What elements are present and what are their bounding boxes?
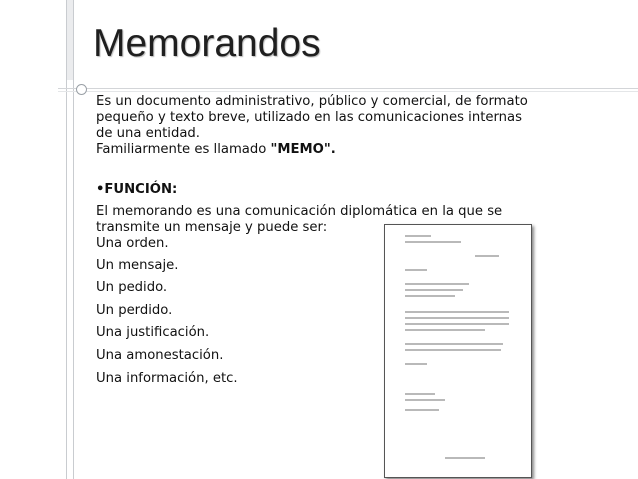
list-item: Una orden. — [96, 236, 169, 251]
list-item: Un pedido. — [96, 280, 168, 295]
description-line: transmite un mensaje y puede ser: — [96, 220, 328, 235]
list-item: Una información, etc. — [96, 371, 238, 386]
description-line: El memorando es una comunicación diplomática en la que se — [96, 204, 503, 219]
circle-ornament-icon — [76, 84, 87, 95]
memo-document-image — [384, 224, 532, 478]
list-item: Un perdido. — [96, 303, 173, 318]
title-underline-secondary — [58, 91, 638, 92]
intro-line: pequeño y texto breve, utilizado en las comunicaciones internas — [96, 110, 522, 125]
left-border-line — [66, 0, 67, 479]
memo-term: "MEMO". — [270, 142, 336, 157]
intro-paragraph — [96, 94, 528, 158]
intro-line: Es un documento administrativo, público y comercial, de formato — [96, 94, 528, 109]
list-item: Una justificación. — [96, 325, 210, 340]
familiar-line — [96, 142, 528, 158]
title-underline — [58, 88, 638, 89]
list-item: Un mensaje. — [96, 258, 179, 273]
list-item: Una amonestación. — [96, 348, 224, 363]
left-border-line-inner — [73, 0, 74, 479]
slide-title: Memorandos — [93, 22, 321, 65]
funcion-heading: •FUNCIÓN: — [96, 182, 178, 197]
intro-line: de una entidad. — [96, 126, 200, 141]
familiar-prefix: Familiarmente es llamado — [96, 142, 271, 157]
